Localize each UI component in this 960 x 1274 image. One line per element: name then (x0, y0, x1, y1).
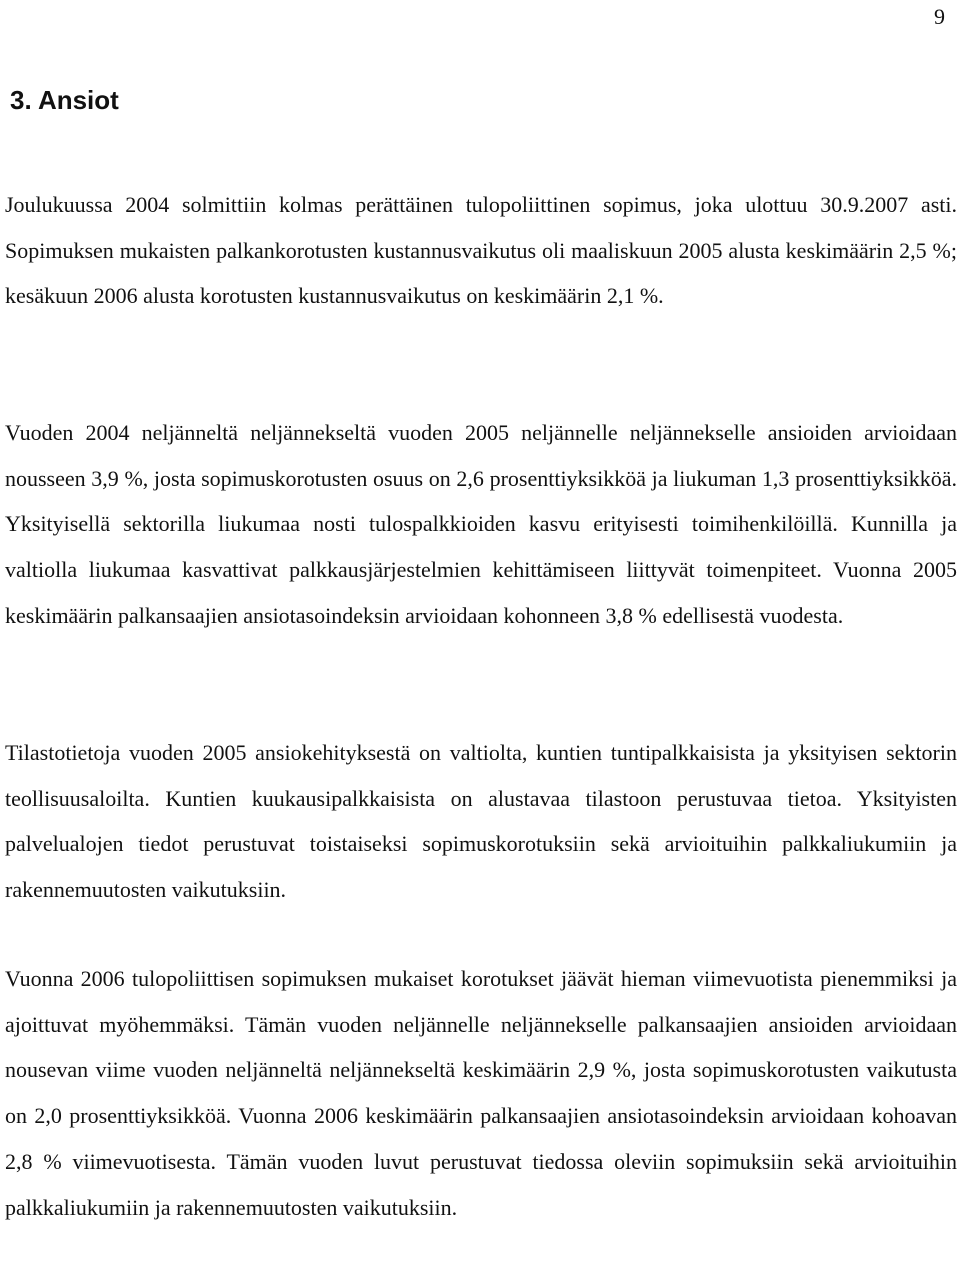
paragraph-collective-agreement: Joulukuussa 2004 solmittiin kolmas perättäinen tulopoliittinen sopimus, joka ulottuu 30.9.2007 asti. Sopimuksen mukaisten palkankorotusten kustannusvaikutus oli maaliskuun 2005 alusta keskimäärin 2,5 %; kesäkuun 2006 alusta korotusten kustannusvaikutus on keskimäärin 2,1 %. (5, 192, 957, 309)
page-number: 9 (934, 4, 945, 29)
paragraph-forecast-2006: Vuonna 2006 tulopoliittisen sopimuksen mukaiset korotukset jäävät hieman viimevuotista pienemmiksi ja ajoittuvat myöhemmäksi. Tämän vuoden neljännelle neljännekselle palkansaajien ansioiden arvioidaan nousevan viime vuoden neljänneltä neljännekseltä keskimäärin 2,9 %, josta sopimuskorotusten vaikutusta on 2,0 prosenttiyksikköä. Vuonna 2006 keskimäärin palkansaajien ansiotasoindeksin arvioidaan kohoavan 2,8 % viimevuotisesta. Tämän vuoden luvut perustuvat tiedossa oleviin sopimuksiin sekä arvioituihin palkkaliukumiin ja rakennemuutosten vaikutuksiin. (5, 966, 957, 1220)
paragraph-statistics-sources: Tilastotietoja vuoden 2005 ansiokehityksestä on valtiolta, kuntien tuntipalkkaisista ja yksityisen sektorin teollisuusaloilta. Kuntien kuukausipalkkaisista on alustavaa tilastoon perustuvaa tietoa. Yksityisten palvelualojen tiedot perustuvat toistaiseksi sopimuskorotuksiin sekä arvioituihin palkkaliukumiin ja rakennemuutosten vaikutuksiin. (5, 740, 957, 903)
paragraph-earnings-2005: Vuoden 2004 neljänneltä neljännekseltä vuoden 2005 neljännelle neljännekselle ansioiden arvioidaan nousseen 3,9 %, josta sopimuskorotusten osuus on 2,6 prosenttiyksikköä ja liukuman 1,3 prosenttiyksikköä. Yksityisellä sektorilla liukumaa nosti tulospalkkioiden kasvu erityisesti toimihenkilöillä. Kunnilla ja valtiolla liukumaa kasvattivat palkkausjärjestelmien kehittämiseen liittyvät toimenpiteet. Vuonna 2005 keskimäärin palkansaajien ansiotasoindeksin arvioidaan kohonneen 3,8 % edellisestä vuodesta. (5, 420, 957, 628)
section-heading: 3. Ansiot (10, 85, 119, 115)
